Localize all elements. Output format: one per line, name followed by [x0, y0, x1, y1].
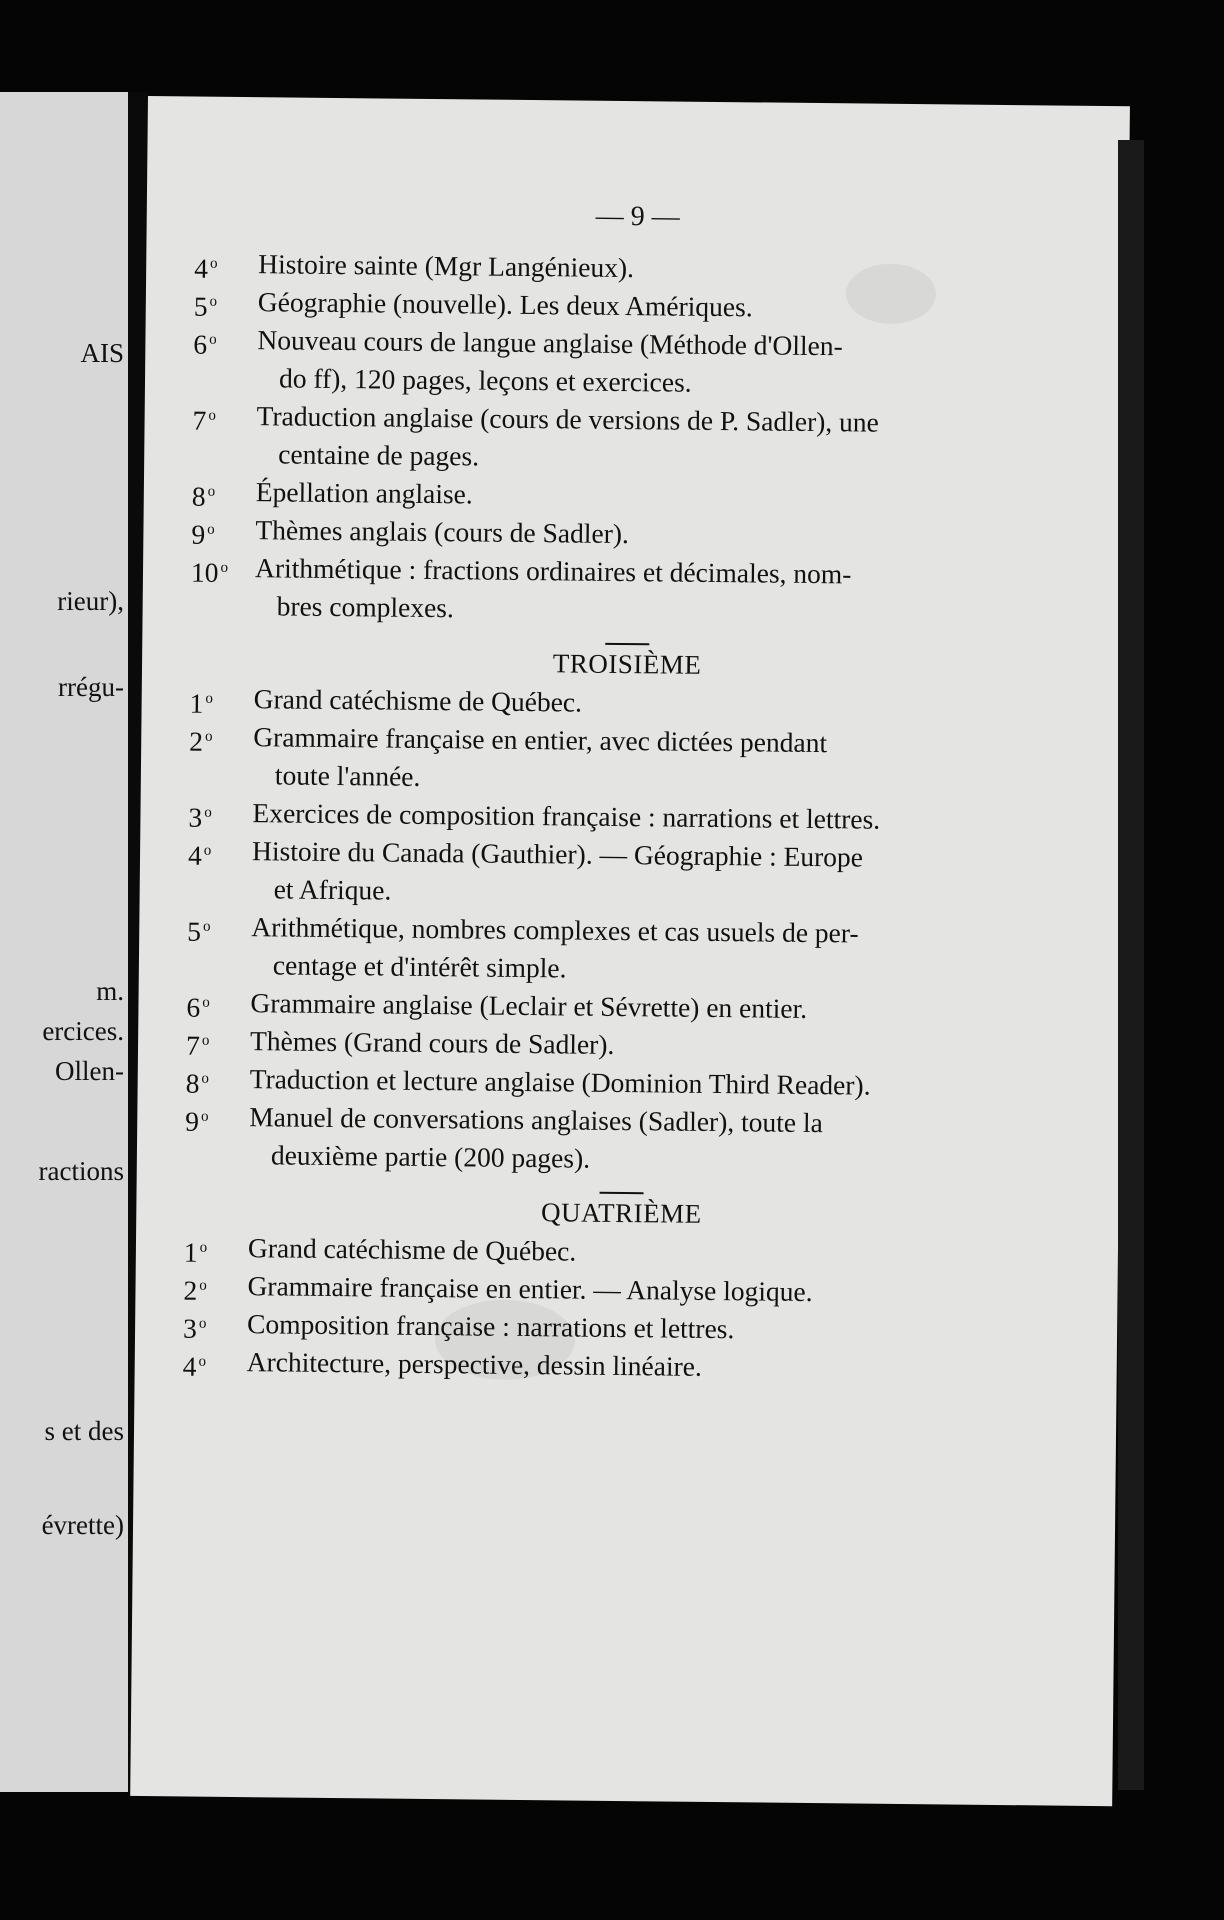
item-text: Histoire sainte (Mgr Langénieux).: [258, 248, 635, 284]
item-number: 5: [187, 915, 202, 947]
item-number: 2: [183, 1274, 198, 1306]
item-number: 1: [183, 1236, 198, 1268]
degree-mark: o: [202, 918, 211, 935]
list-item: [190, 548, 1065, 633]
left-fragment-6: ractions: [38, 1156, 124, 1186]
degree-mark: o: [209, 255, 218, 272]
degree-mark: o: [200, 1108, 209, 1125]
list-item: [185, 1097, 1060, 1182]
item-text: Épellation anglaise.: [255, 476, 473, 510]
page-number: — 9 —: [595, 200, 680, 233]
item-text: Géographie (nouvelle). Les deux Amériques.: [257, 286, 753, 323]
left-page-fragment: [0, 92, 128, 1792]
list-item: [193, 320, 1068, 405]
item-text-continuation: bres complexes.: [276, 590, 454, 624]
degree-mark: o: [202, 994, 210, 1011]
item-text: Architecture, perspective, dessin linéaire.: [246, 1346, 702, 1382]
item-number: 8: [191, 480, 206, 512]
degree-mark: o: [204, 804, 212, 821]
left-fragment-2: rrégu-: [58, 672, 124, 702]
degree-mark: o: [198, 1315, 207, 1332]
list-item: [187, 907, 1062, 992]
item-text: Traduction et lecture anglaise (Dominion Third Reader).: [249, 1063, 871, 1101]
item-text: Traduction anglaise (cours de versions de P. Sadler), une: [256, 400, 879, 438]
item-text: Grammaire anglaise (Leclair et Sévrette) en entier.: [250, 987, 808, 1024]
item-number: 6: [193, 328, 208, 360]
item-text-continuation: et Afrique.: [273, 873, 392, 906]
item-text-continuation: centage et d'intérêt simple.: [272, 949, 567, 984]
item-text: Grand catéchisme de Québec.: [253, 683, 583, 718]
item-text: Arithmétique : fractions ordinaires et décimales, nom-: [254, 552, 852, 590]
degree-mark: o: [220, 559, 229, 576]
degree-mark: o: [201, 1070, 210, 1087]
section-1-list: [183, 244, 1069, 1389]
left-fragment-5: Ollen-: [55, 1056, 124, 1086]
item-number: 10: [190, 556, 219, 588]
list-item: [188, 831, 1063, 916]
left-fragment-7: s et des: [44, 1416, 124, 1446]
item-text: Grammaire française en entier. — Analyse logique.: [247, 1270, 813, 1308]
item-number: 2: [189, 725, 204, 757]
page-edge: [1118, 140, 1144, 1790]
item-number: 9: [191, 518, 206, 550]
left-fragment-0: AIS: [80, 338, 124, 368]
left-fragment-1: rieur),: [57, 586, 124, 616]
left-fragment-4: ercices.: [42, 1016, 124, 1046]
item-number: 7: [192, 404, 207, 436]
item-number: 9: [185, 1105, 200, 1137]
item-number: 4: [187, 839, 202, 871]
list-item: [189, 717, 1064, 802]
degree-mark: o: [199, 1277, 207, 1294]
list-item: [192, 396, 1067, 481]
item-number: 4: [182, 1350, 197, 1382]
item-text-continuation: do ff), 120 pages, leçons et exercices.: [278, 362, 692, 398]
degree-mark: o: [207, 521, 215, 538]
degree-mark: o: [203, 842, 212, 859]
item-text: Grand catéchisme de Québec.: [247, 1232, 577, 1267]
item-text-continuation: centaine de pages.: [278, 438, 480, 472]
heading-rule: [605, 643, 649, 645]
degree-mark: o: [198, 1353, 207, 1370]
degree-mark: o: [199, 1239, 208, 1256]
item-number: 3: [182, 1312, 198, 1344]
item-text: Thèmes (Grand cours de Sadler).: [249, 1025, 615, 1060]
item-text: Arithmétique, nombres complexes et cas usuels de per-: [251, 911, 859, 949]
heading-rule: [600, 1192, 644, 1194]
item-number: 5: [193, 290, 208, 322]
degree-mark: o: [201, 1032, 210, 1049]
degree-mark: o: [209, 331, 217, 348]
item-number: 7: [185, 1029, 200, 1061]
left-fragment-3: m.: [96, 976, 124, 1006]
item-number: 3: [188, 801, 203, 833]
item-number: 6: [186, 991, 201, 1023]
degree-mark: o: [205, 690, 214, 707]
section-heading-quatrieme: QUATRIÈME: [540, 1197, 702, 1229]
item-text: Grammaire française en entier, avec dictées pendant: [253, 721, 828, 759]
item-number: 8: [185, 1067, 200, 1099]
item-text-continuation: deuxième partie (200 pages).: [270, 1139, 591, 1174]
item-text: Thèmes anglais (cours de Sadler).: [255, 514, 630, 550]
right-page: [130, 96, 1130, 1806]
item-text: Nouveau cours de langue anglaise (Méthode d'Ollen-: [257, 324, 843, 362]
item-number: 4: [194, 252, 209, 284]
degree-mark: o: [204, 728, 213, 745]
degree-mark: o: [209, 293, 218, 310]
section-heading-troisieme: TROISIÈME: [552, 648, 702, 680]
item-text-continuation: toute l'année.: [274, 759, 421, 792]
item-text: Histoire du Canada (Gauthier). — Géographie : Europe: [251, 835, 864, 873]
item-text: Composition française : narrations et lettres.: [246, 1308, 735, 1345]
item-text: Exercices de composition française : narrations et lettres.: [252, 797, 881, 835]
degree-mark: o: [208, 407, 216, 424]
item-text: Manuel de conversations anglaises (Sadler), toute la: [249, 1101, 823, 1139]
degree-mark: o: [207, 483, 216, 500]
list-item: [183, 1342, 1057, 1389]
item-number: 1: [189, 687, 204, 719]
left-fragment-8: évrette): [41, 1510, 124, 1540]
